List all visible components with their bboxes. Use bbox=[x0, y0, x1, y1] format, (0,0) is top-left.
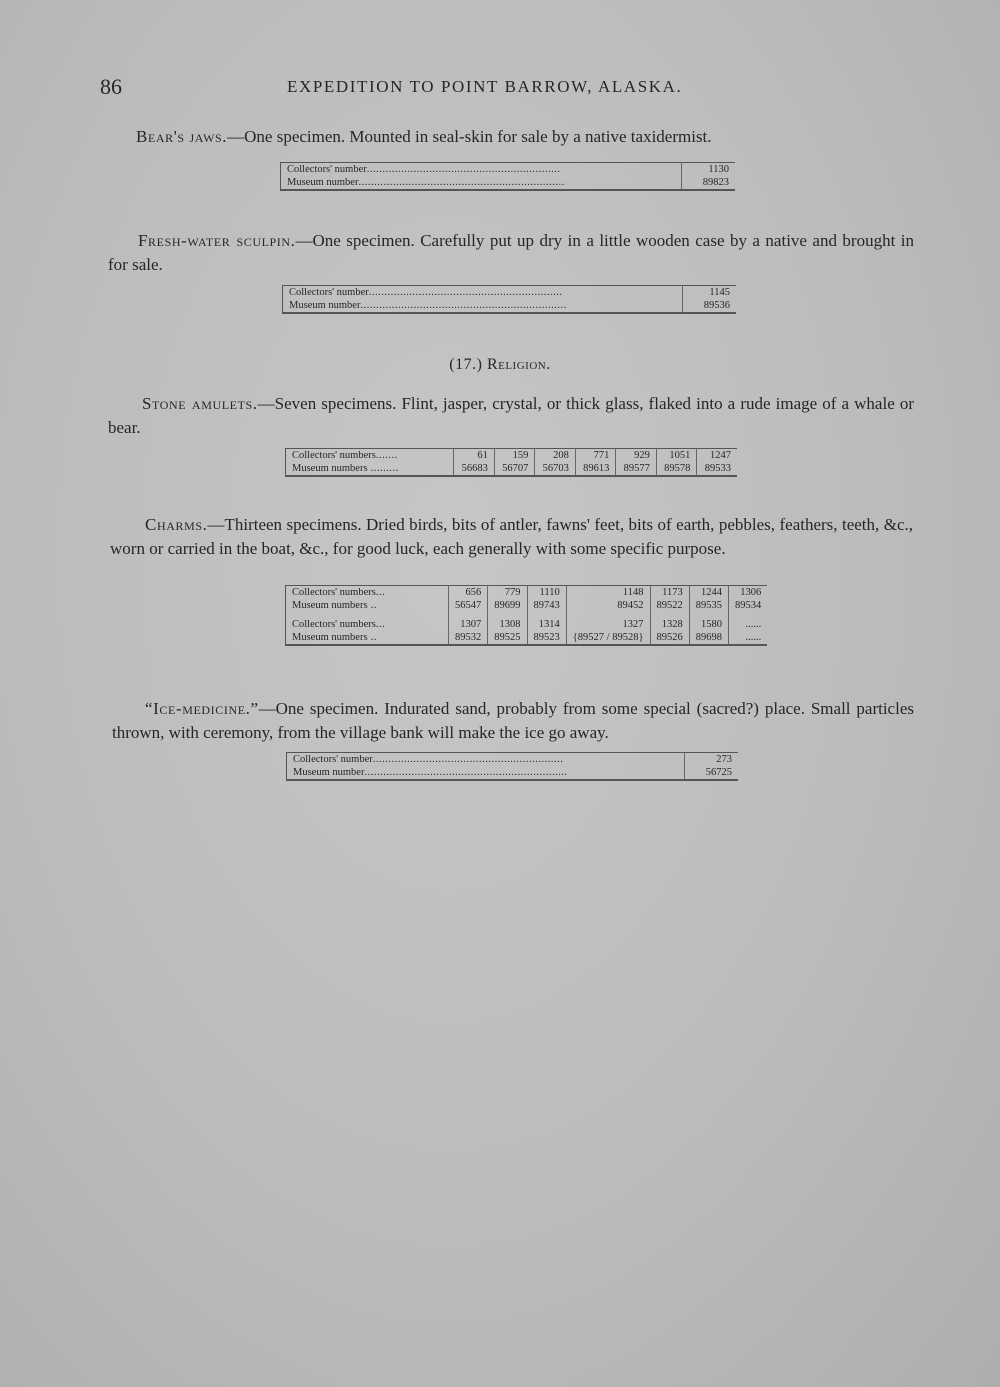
section-title: Religion. bbox=[486, 356, 551, 373]
row-label: Collectors' number.............................................................. bbox=[283, 286, 683, 300]
cell-value: 89535 bbox=[689, 599, 728, 612]
cell-value: 56703 bbox=[535, 462, 576, 476]
table-row bbox=[286, 631, 768, 645]
section-heading bbox=[0, 356, 1000, 374]
entry-bears-jaws bbox=[136, 125, 916, 149]
row-label: Museum number.................................................................. bbox=[281, 176, 682, 190]
cell-value: 159 bbox=[494, 449, 535, 463]
cell-value: 1244 bbox=[689, 586, 728, 600]
section-number: (17.) bbox=[449, 356, 483, 373]
cell-value: 1314 bbox=[527, 618, 566, 631]
entry-fresh-water-sculpin bbox=[108, 229, 914, 277]
row-label: Museum numbers .. bbox=[286, 631, 449, 645]
cell-value: 1148 bbox=[566, 586, 650, 600]
entry-stone-amulets bbox=[108, 392, 914, 440]
cell-value: 1307 bbox=[449, 618, 488, 631]
cell-value: 1051 bbox=[656, 449, 697, 463]
cell-value: 89698 bbox=[689, 631, 728, 645]
cell-value: 1145 bbox=[683, 286, 736, 300]
specimen-table-ice-medicine bbox=[286, 752, 738, 781]
table-row bbox=[286, 462, 738, 476]
cell-value: 89823 bbox=[682, 176, 735, 190]
cell-value: 273 bbox=[684, 753, 738, 767]
table-row bbox=[287, 753, 739, 767]
cell-value: 89526 bbox=[650, 631, 689, 645]
cell-value: 208 bbox=[535, 449, 576, 463]
row-label: Museum number................................................................. bbox=[287, 766, 685, 780]
cell-value: 89534 bbox=[729, 599, 768, 612]
row-label: Collectors' numbers....... bbox=[286, 449, 454, 463]
table-row bbox=[286, 618, 768, 631]
entry-charms bbox=[110, 513, 913, 561]
row-label: Collectors' numbers... bbox=[286, 586, 449, 600]
entry-text: —Thirteen specimens. Dried birds, bits of antler, fawns' feet, bits of earth, pebbles, feathers, teeth, &c., worn or carried in the boat, &c., for good luck, each generally with some specific purpose. bbox=[110, 515, 913, 558]
cell-value: 89523 bbox=[527, 631, 566, 645]
cell-value: 1328 bbox=[650, 618, 689, 631]
cell-value: 89743 bbox=[527, 599, 566, 612]
cell-value: ...... bbox=[729, 631, 768, 645]
row-label: Collectors' number.............................................................. bbox=[281, 163, 682, 177]
cell-value: 89577 bbox=[616, 462, 657, 476]
table-row bbox=[281, 163, 736, 177]
cell-value: 56725 bbox=[684, 766, 738, 780]
row-label: Museum number.................................................................. bbox=[283, 299, 683, 313]
page-number: 86 bbox=[100, 74, 122, 99]
cell-value: 56707 bbox=[494, 462, 535, 476]
specimen-table-charms bbox=[285, 585, 767, 646]
cell-value: 89699 bbox=[488, 599, 527, 612]
table-row bbox=[286, 449, 738, 463]
cell-value: 1306 bbox=[729, 586, 768, 600]
cell-value: 1130 bbox=[682, 163, 735, 177]
cell-value: 89452 bbox=[566, 599, 650, 612]
entry-lead: Stone amulets. bbox=[142, 394, 258, 413]
cell-value: 779 bbox=[488, 586, 527, 600]
cell-value: 89533 bbox=[697, 462, 737, 476]
table-row bbox=[281, 176, 736, 190]
cell-value: 56547 bbox=[449, 599, 488, 612]
cell-value: 1308 bbox=[488, 618, 527, 631]
cell-value: 89536 bbox=[683, 299, 736, 313]
cell-value: 771 bbox=[575, 449, 616, 463]
entry-lead: Charms. bbox=[145, 515, 208, 534]
cell-value: 1327 bbox=[566, 618, 650, 631]
cell-value: 56683 bbox=[454, 462, 495, 476]
cell-value: 89525 bbox=[488, 631, 527, 645]
cell-value: 1173 bbox=[650, 586, 689, 600]
entry-ice-medicine bbox=[112, 697, 914, 745]
cell-value: 89613 bbox=[575, 462, 616, 476]
entry-text: —One specimen. Mounted in seal-skin for sale by a native taxidermist. bbox=[227, 127, 712, 146]
table-row bbox=[283, 286, 737, 300]
table-row bbox=[286, 599, 768, 612]
cell-value: 89532 bbox=[449, 631, 488, 645]
cell-value: 656 bbox=[449, 586, 488, 600]
table-row bbox=[287, 766, 739, 780]
running-head bbox=[0, 74, 1000, 104]
row-label: Collectors' number............................................................. bbox=[287, 753, 685, 767]
cell-value: 1580 bbox=[689, 618, 728, 631]
table-row bbox=[283, 299, 737, 313]
entry-lead: Fresh-water sculpin. bbox=[138, 231, 296, 250]
cell-value: 89578 bbox=[656, 462, 697, 476]
cell-value: 929 bbox=[616, 449, 657, 463]
entry-text: —Seven specimens. Flint, jasper, crystal, or thick glass, flaked into a rude image of a whale or bear. bbox=[108, 394, 915, 437]
row-label: Museum numbers .. bbox=[286, 599, 449, 612]
cell-value: 1110 bbox=[527, 586, 566, 600]
entry-text: —One specimen. Carefully put up dry in a little wooden case by a native and brought in for sale. bbox=[108, 231, 915, 274]
specimen-table-sculpin bbox=[282, 285, 736, 314]
row-label: Collectors' numbers... bbox=[286, 618, 449, 631]
entry-lead: Bear's jaws. bbox=[136, 127, 228, 146]
cell-value: {89527 / 89528} bbox=[566, 631, 650, 645]
running-title: EXPEDITION TO POINT BARROW, ALASKA. bbox=[287, 77, 683, 96]
table-row bbox=[286, 586, 768, 600]
specimen-table-bears-jaws bbox=[280, 162, 735, 191]
cell-value: 89522 bbox=[650, 599, 689, 612]
cell-value: 1247 bbox=[697, 449, 737, 463]
cell-value: 61 bbox=[454, 449, 495, 463]
entry-lead: “Ice-medicine.” bbox=[145, 699, 259, 718]
row-label: Museum numbers ......... bbox=[286, 462, 454, 476]
cell-value: ...... bbox=[729, 618, 768, 631]
specimen-table-stone-amulets bbox=[285, 448, 737, 477]
entry-text: —One specimen. Indurated sand, probably from some special (sacred?) place. Small particles thrown, with ceremony, from the village bank will make the ice go away. bbox=[112, 699, 914, 742]
